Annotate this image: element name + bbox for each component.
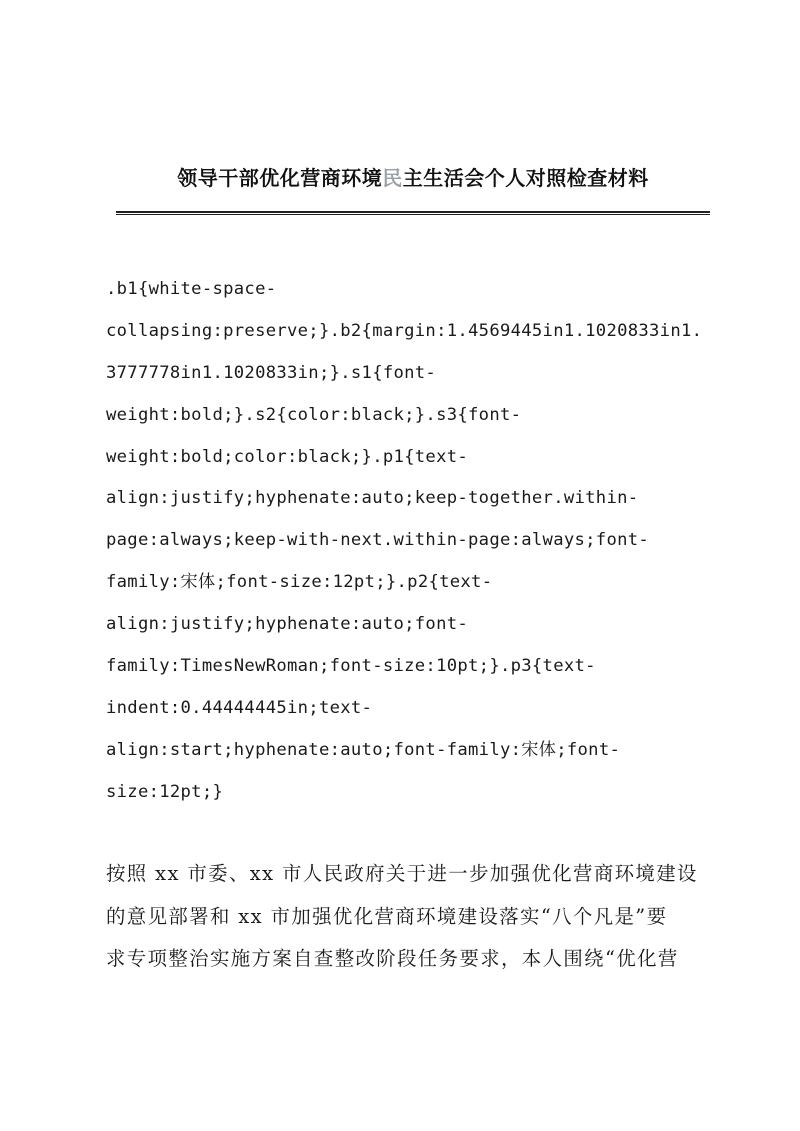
- document-title: [116, 163, 710, 193]
- body-line: 按照 xx 市委、xx 市人民政府关于进一步加强优化营商环境建设: [106, 862, 698, 885]
- code-line: 3777778in1.1020833in;}.s1{font-: [106, 362, 437, 383]
- code-line: weight:bold;color:black;}.p1{text-: [106, 446, 469, 467]
- code-line: weight:bold;}.s2{color:black;}.s3{font-: [106, 404, 522, 425]
- code-line: size:12pt;}: [106, 781, 224, 802]
- body-line: 求专项整治实施方案自查整改阶段任务要求，本人围绕“优化营: [106, 947, 679, 970]
- code-line: .b1{white-space-: [106, 279, 277, 299]
- code-line: align:justify;hyphenate:auto;keep-together.within-: [106, 488, 639, 509]
- title-part-1: 领导干部优化营商环境: [177, 166, 383, 190]
- code-line: align:start;hyphenate:auto;font-family:宋体;font-: [106, 739, 621, 760]
- code-line: align:justify;hyphenate:auto;font-: [106, 614, 469, 635]
- code-line: collapsing:preserve;}.b2{margin:1.4569445in1.1020833in1.: [106, 320, 703, 341]
- code-line: page:always;keep-with-next.within-page:always;font-: [106, 530, 650, 551]
- body-paragraph: [106, 858, 716, 986]
- code-line: family:宋体;font-size:12pt;}.p2{text-: [106, 572, 493, 593]
- title-underline-rule: [116, 211, 710, 215]
- title-part-2: 主生活会个人对照检查材料: [402, 166, 649, 190]
- code-line: indent:0.44444445in;text-: [106, 697, 373, 718]
- code-line: family:TimesNewRoman;font-size:10pt;}.p3{text-: [106, 656, 596, 677]
- title-part-highlighted: 民: [382, 166, 403, 190]
- body-line: 的意见部署和 xx 市加强优化营商环境建设落实“八个凡是”要: [106, 904, 668, 928]
- css-code-text: [106, 273, 726, 818]
